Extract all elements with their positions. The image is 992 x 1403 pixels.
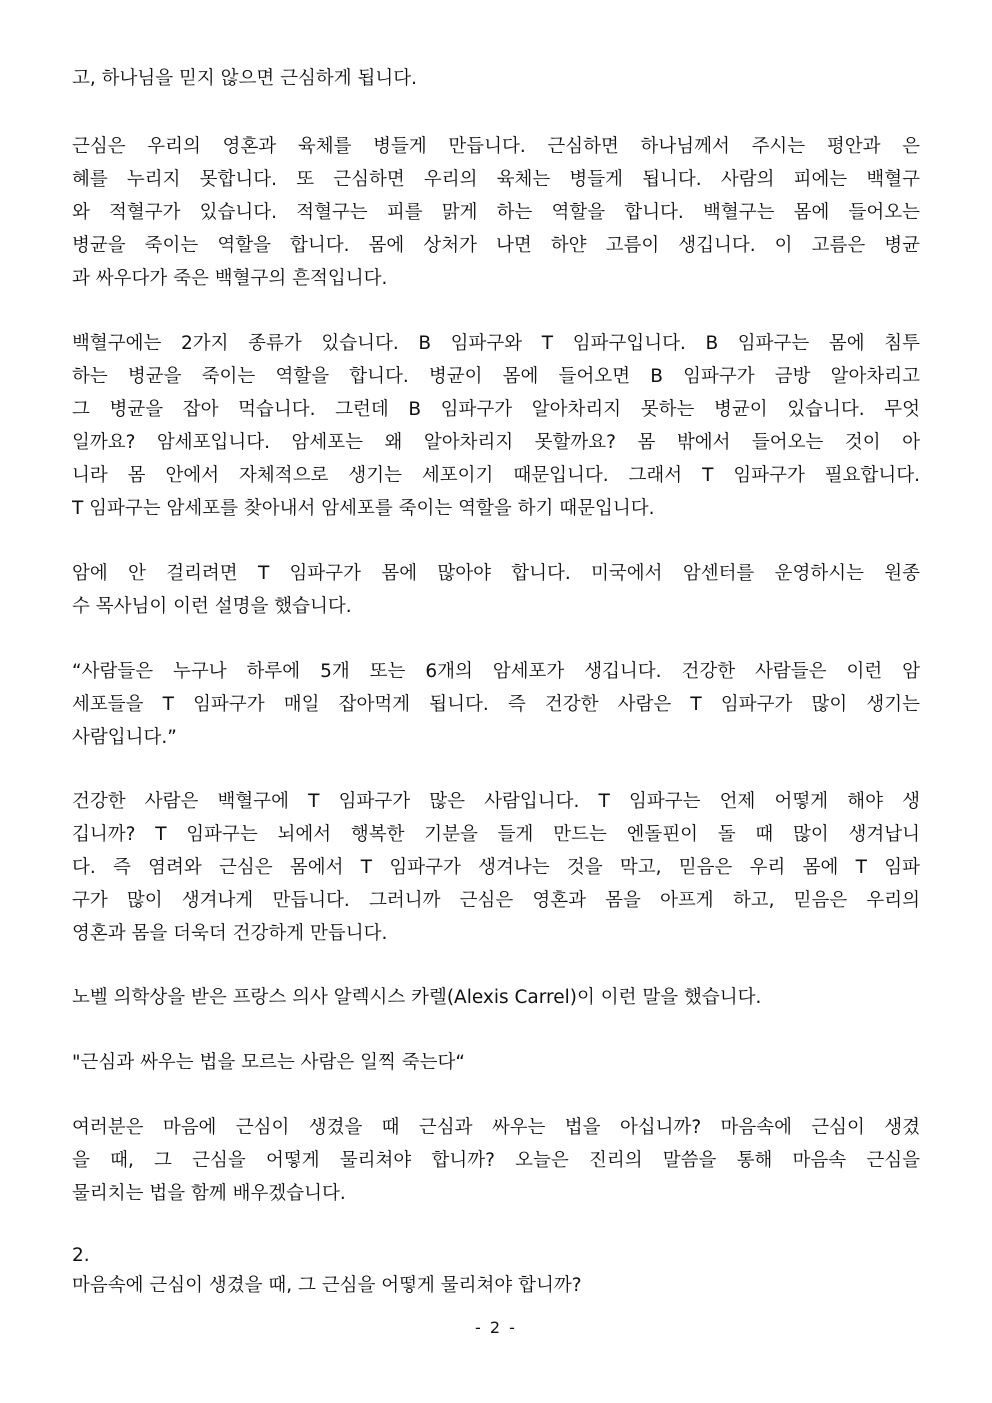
text-line: 수 목사님이 이런 설명을 했습니다.	[72, 596, 352, 617]
text-line: 니라 몸 안에서 자체적으로 생기는 세포이기 때문입니다. 그래서 T 임파구가 필요합니다.	[72, 465, 920, 486]
text-line: 건강한 사람은 백혈구에 T 임파구가 많은 사람입니다. T 임파구는 언제 어떻게 해야 생	[72, 791, 920, 812]
text-line: 영혼과 몸을 더욱더 건강하게 만듭니다.	[72, 923, 388, 944]
text-line: 노벨 의학상을 받은 프랑스 의사 알렉시스 카렐(Alexis Carrel)이 이런 말을 했습니다.	[72, 987, 762, 1008]
text-line: 와 적혈구가 있습니다. 적혈구는 피를 맑게 하는 역할을 합니다. 백혈구는 몸에 들어오는	[72, 202, 920, 223]
text-line: T 임파구는 암세포를 찾아내서 암세포를 죽이는 역할을 하기 때문입니다.	[72, 498, 655, 519]
text-line: 혜를 누리지 못합니다. 또 근심하면 우리의 육체는 병들게 됩니다. 사람의 피에는 백혈구	[72, 169, 920, 190]
text-line: 고, 하나님을 믿지 않으면 근심하게 됩니다.	[72, 68, 417, 89]
text-line: 깁니까? T 임파구는 뇌에서 행복한 기분을 들게 만드는 엔돌핀이 돌 때 많이 생겨납니	[72, 824, 920, 845]
quote-line: "근심과 싸우는 법을 모르는 사람은 일찍 죽는다“	[72, 1052, 465, 1073]
text-line: 암에 안 걸리려면 T 임파구가 몸에 많아야 합니다. 미국에서 암센터를 운영하시는 원종	[72, 563, 920, 584]
text-line: 물리치는 법을 함께 배우겠습니다.	[72, 1183, 346, 1204]
quote-line: “사람들은 누구나 하루에 5개 또는 6개의 암세포가 생깁니다. 건강한 사람들은 이런 암	[72, 661, 920, 682]
section-number: 2.	[72, 1245, 90, 1266]
text-line: 여러분은 마음에 근심이 생겼을 때 근심과 싸우는 법을 아십니까? 마음속에 근심이 생겼	[72, 1117, 920, 1138]
text-line: 을 때, 그 근심을 어떻게 물리쳐야 합니까? 오늘은 진리의 말씀을 통해 마음속 근심을	[72, 1150, 920, 1171]
text-line: 하는 병균을 죽이는 역할을 합니다. 병균이 몸에 들어오면 B 임파구가 금방 알아차리고	[72, 366, 920, 387]
quote-line: 세포들을 T 임파구가 매일 잡아먹게 됩니다. 즉 건강한 사람은 T 임파구가 많이 생기는	[72, 694, 920, 715]
text-line: 그 병균을 잡아 먹습니다. 그런데 B 임파구가 알아차리지 못하는 병균이 있습니다. 무엇	[72, 399, 920, 420]
page-number: - 2 -	[475, 1318, 517, 1337]
section-heading: 마음속에 근심이 생겼을 때, 그 근심을 어떻게 물리쳐야 합니까?	[72, 1275, 582, 1296]
text-line: 병균을 죽이는 역할을 합니다. 몸에 상처가 나면 하얀 고름이 생깁니다. 이 고름은 병균	[72, 235, 920, 256]
text-line: 다. 즉 염려와 근심은 몸에서 T 임파구가 생겨나는 것을 막고, 믿음은 우리 몸에 T 임파	[72, 857, 920, 878]
text-line: 과 싸우다가 죽은 백혈구의 흔적입니다.	[72, 268, 388, 289]
quote-line: 사람입니다.”	[72, 727, 177, 748]
text-line: 구가 많이 생겨나게 만듭니다. 그러니까 근심은 영혼과 몸을 아프게 하고, 믿음은 우리의	[72, 890, 920, 911]
text-line: 일까요? 암세포입니다. 암세포는 왜 알아차리지 못할까요? 몸 밖에서 들어오는 것이 아	[72, 432, 920, 453]
text-line: 백혈구에는 2가지 종류가 있습니다. B 임파구와 T 임파구입니다. B 임파구는 몸에 침투	[72, 333, 920, 354]
text-line: 근심은 우리의 영혼과 육체를 병들게 만듭니다. 근심하면 하나님께서 주시는 평안과 은	[72, 136, 920, 157]
